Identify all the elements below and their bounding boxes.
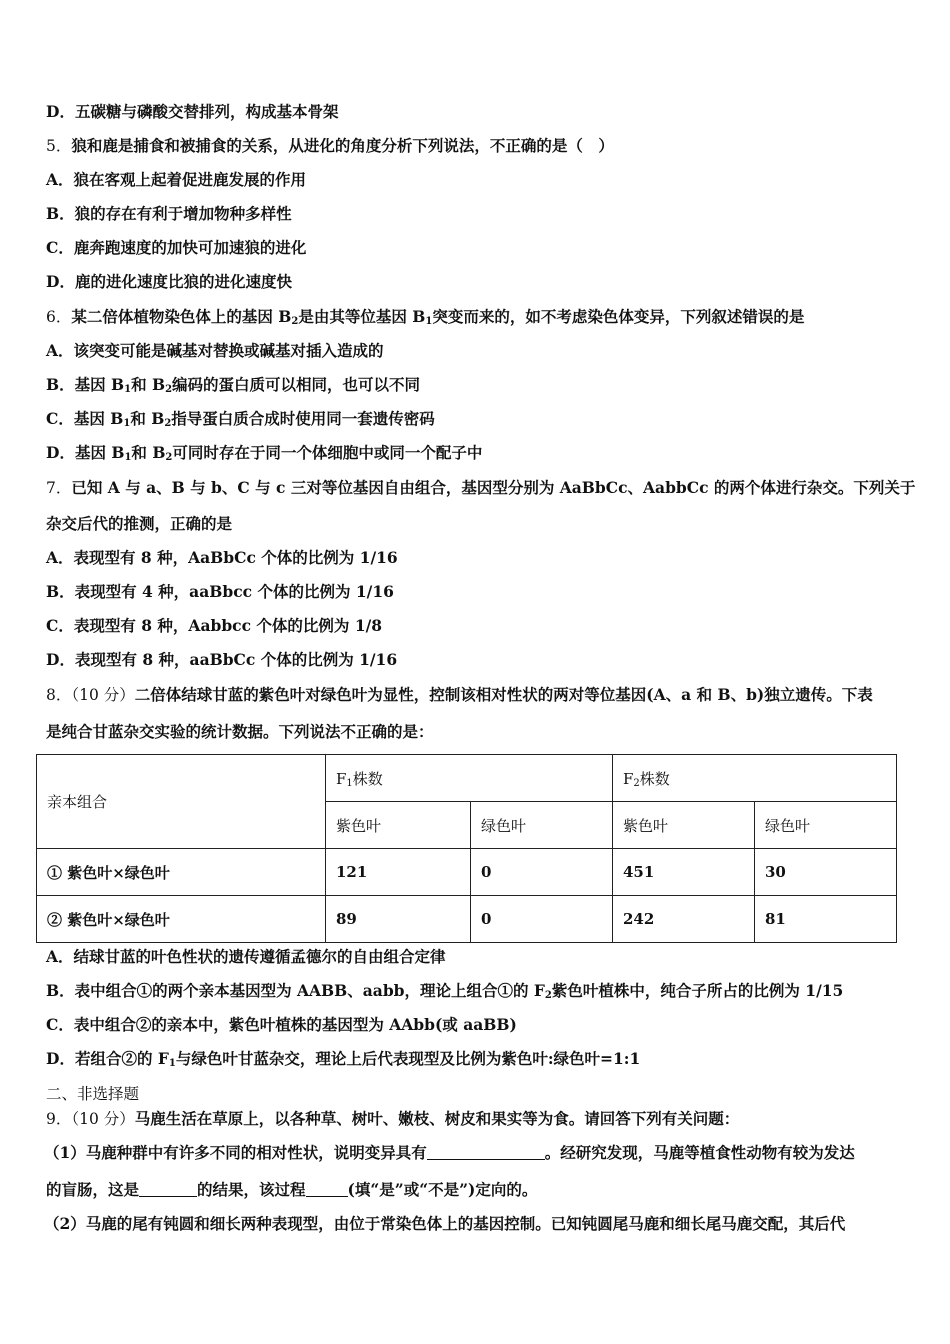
q6-d-gene: D．基因 B bbox=[46, 443, 125, 462]
q6-stem-c: 突变而来的，如不考虑染色体变异，下列叙述错误的是 bbox=[432, 307, 805, 326]
q6-b-tail: 编码的蛋白质可以相同，也可以不同 bbox=[172, 375, 421, 394]
q7-stem-line2: 杂交后代的推测，正确的是 bbox=[46, 514, 233, 533]
q8-option-c: C．表中组合②的亲本中，紫色叶植株的基因型为 AAbb(或 aaBB) bbox=[46, 1015, 517, 1034]
q4-option-d: D．五碳糖与磷酸交替排列，构成基本骨架 bbox=[46, 102, 339, 121]
header-f1-count bbox=[326, 755, 613, 802]
answer-blank-1[interactable] bbox=[427, 1145, 545, 1160]
q6-stem-b: 是由其等位基因 B bbox=[298, 307, 426, 326]
q5-stem-text: 狼和鹿是捕食和被捕食的关系，从进化的角度分析下列说法，不正确的是（ ） bbox=[71, 136, 614, 155]
q6-c-gene: C．基因 B bbox=[46, 409, 124, 428]
q5-option-c: C．鹿奔跑速度的加快可加速狼的进化 bbox=[46, 238, 307, 257]
q9-part2-line1: （2）马鹿的尾有钝圆和细长两种表现型，由位于常染色体上的基因控制。已知钝圆尾马鹿和细长尾马鹿交配，其后代 bbox=[44, 1214, 846, 1233]
q9-stem-text: 马鹿生活在草原上，以各种草、树叶、嫩枝、树皮和果实等为食。请回答下列有关问题： bbox=[134, 1109, 740, 1128]
q6-number: 6． bbox=[46, 308, 72, 326]
q9-p1-b: 。经研究发现，马鹿等植食性动物有较为发达 bbox=[544, 1143, 855, 1162]
q9-number: 9．（10 分） bbox=[46, 1110, 135, 1128]
q6-b-sub1: 1 bbox=[124, 384, 132, 395]
q6-b-gene: B．基因 B bbox=[46, 375, 125, 394]
row2-label: ② 紫色叶×绿色叶 bbox=[37, 896, 326, 943]
q6-d-tail: 可同时存在于同一个体细胞中或同一个配子中 bbox=[172, 443, 483, 462]
q6-option-c bbox=[46, 409, 435, 434]
q6-stem-sub1: 1 bbox=[425, 316, 433, 327]
row1-label: ① 紫色叶×绿色叶 bbox=[37, 849, 326, 896]
row1-f1-green: 0 bbox=[471, 849, 613, 896]
q5-number: 5． bbox=[46, 137, 72, 155]
q7-option-c: C．表现型有 8 种，Aabbcc 个体的比例为 1/8 bbox=[46, 616, 383, 635]
row2-f1-purple: 89 bbox=[326, 896, 471, 943]
q8-d-head: D．若组合②的 F bbox=[46, 1049, 169, 1068]
row2-f2-green: 81 bbox=[755, 896, 897, 943]
f1-sub: 1 bbox=[346, 777, 353, 789]
f2-sub: 2 bbox=[633, 777, 640, 789]
q9-part1-line2 bbox=[46, 1180, 537, 1200]
row1-f2-purple: 451 bbox=[613, 849, 755, 896]
q8-b-tail: 紫色叶植株中，纯合子所占的比例为 1/15 bbox=[551, 981, 844, 1000]
q8-option-d bbox=[46, 1049, 640, 1074]
q6-c-tail: 指导蛋白质合成时使用同一套遗传密码 bbox=[171, 409, 435, 428]
q5-stem bbox=[46, 136, 614, 156]
q6-c-and: 和 B bbox=[130, 409, 165, 428]
q9-p1-e: (填“是”或“不是”)定向的。 bbox=[347, 1180, 538, 1199]
answer-blank-3[interactable] bbox=[306, 1182, 348, 1197]
q7-option-d: D．表现型有 8 种，aaBbCc 个体的比例为 1/16 bbox=[46, 650, 398, 669]
q7-stem-text: 已知 A 与 a、B 与 b、C 与 c 三对等位基因自由组合，基因型分别为 AaBbCc、AabbCc 的两个体进行杂交。下列关于 bbox=[71, 478, 916, 497]
q8-d-sub: 1 bbox=[168, 1058, 176, 1069]
q5-option-b: B．狼的存在有利于增加物种多样性 bbox=[46, 204, 292, 223]
q6-stem-a: 某二倍体植物染色体上的基因 B bbox=[71, 307, 292, 326]
q6-d-sub1: 1 bbox=[124, 452, 132, 463]
f1-prefix: F bbox=[336, 769, 347, 788]
q7-option-b: B．表现型有 4 种，aaBbcc 个体的比例为 1/16 bbox=[46, 582, 394, 601]
q7-option-a: A．表现型有 8 种，AaBbCc 个体的比例为 1/16 bbox=[46, 548, 398, 567]
q9-p1-d: 的结果，该过程 bbox=[197, 1180, 306, 1199]
q9-p1-a: （1）马鹿种群中有许多不同的相对性状，说明变异具有 bbox=[44, 1143, 427, 1162]
q6-d-and: 和 B bbox=[131, 443, 166, 462]
q8-stem-text: 二倍体结球甘蓝的紫色叶对绿色叶为显性，控制该相对性状的两对等位基因(A、a 和 B、b)独立遗传。下表 bbox=[134, 685, 873, 704]
q8-b-sub: 2 bbox=[544, 990, 552, 1001]
q6-b-sub2: 2 bbox=[165, 384, 173, 395]
table-header-row bbox=[37, 755, 897, 802]
header-f1-green: 绿色叶 bbox=[471, 802, 613, 849]
header-f1-purple: 紫色叶 bbox=[326, 802, 471, 849]
f1-suffix: 株数 bbox=[352, 769, 383, 788]
q8-option-b bbox=[46, 981, 843, 1006]
q6-option-a: A．该突变可能是碱基对替换或碱基对插入造成的 bbox=[46, 341, 384, 360]
q8-number: 8．（10 分） bbox=[46, 686, 135, 704]
row1-f2-green: 30 bbox=[755, 849, 897, 896]
q6-stem bbox=[46, 307, 804, 332]
q5-option-a: A．狼在客观上起着促进鹿发展的作用 bbox=[46, 170, 307, 189]
q6-c-sub2: 2 bbox=[164, 418, 172, 429]
q8-b-head: B．表中组合①的两个亲本基因型为 AABB、aabb，理论上组合①的 F bbox=[46, 981, 545, 1000]
q7-stem-line1 bbox=[46, 478, 915, 498]
row2-f1-green: 0 bbox=[471, 896, 613, 943]
table-row bbox=[37, 849, 897, 896]
header-f2-green: 绿色叶 bbox=[755, 802, 897, 849]
section-title: 二、非选择题 bbox=[46, 1085, 140, 1103]
q6-b-and: 和 B bbox=[131, 375, 166, 394]
answer-blank-2[interactable] bbox=[139, 1182, 197, 1197]
q6-option-d bbox=[46, 443, 482, 468]
q9-part1-line1 bbox=[44, 1143, 855, 1163]
q8-stem-line1 bbox=[46, 685, 873, 705]
q9-stem bbox=[46, 1109, 739, 1129]
row2-f2-purple: 242 bbox=[613, 896, 755, 943]
header-f2-count bbox=[613, 755, 897, 802]
q6-option-b bbox=[46, 375, 420, 400]
header-parent-combo: 亲本组合 bbox=[37, 755, 326, 849]
q8-option-a: A．结球甘蓝的叶色性状的遗传遵循孟德尔的自由组合定律 bbox=[46, 947, 446, 966]
q6-d-sub2: 2 bbox=[165, 452, 173, 463]
q7-number: 7． bbox=[46, 479, 72, 497]
row1-f1-purple: 121 bbox=[326, 849, 471, 896]
f2-suffix: 株数 bbox=[639, 769, 670, 788]
header-f2-purple: 紫色叶 bbox=[613, 802, 755, 849]
q9-p1-c: 的盲肠，这是 bbox=[46, 1180, 140, 1199]
q8-d-tail: 与绿色叶甘蓝杂交，理论上后代表现型及比例为紫色叶:绿色叶=1:1 bbox=[175, 1049, 641, 1068]
q5-option-d: D．鹿的进化速度比狼的进化速度快 bbox=[46, 272, 292, 291]
q8-stem-line2: 是纯合甘蓝杂交实验的统计数据。下列说法不正确的是： bbox=[46, 722, 434, 741]
f2-prefix: F bbox=[623, 769, 634, 788]
q6-stem-sub2: 2 bbox=[291, 316, 299, 327]
table-row bbox=[37, 896, 897, 943]
q6-c-sub1: 1 bbox=[123, 418, 131, 429]
q8-data-table bbox=[36, 754, 897, 943]
